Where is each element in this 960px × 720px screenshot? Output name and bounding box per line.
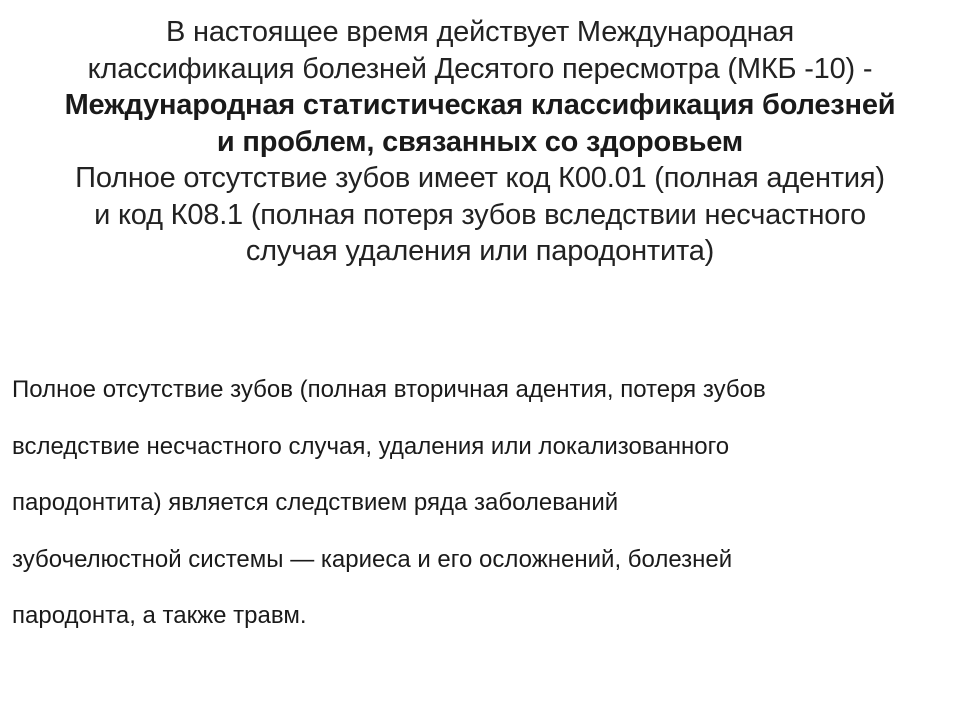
intro-line: В настоящее время действует Международная [166,16,794,48]
code-line: и код К08.1 (полная потеря зубов вследствии несчастного [94,198,866,231]
intro-block [0,14,960,270]
body-line: Полное отсутствие зубов (полная вторичная адентия, потеря зубов [12,376,766,403]
classification-title-line: и проблем, связанных со здоровьем [216,125,744,158]
code-line: случая удаления или пародонтита) [245,235,715,267]
code-line: Полное отсутствие зубов имеет код К00.01 (полная адентия) [75,162,885,194]
body-line: зубочелюстной системы — кариеса и его осложнений, болезней [12,545,733,573]
classification-title-line: Международная статистическая классификация болезней [64,89,896,121]
body-paragraph [12,362,942,645]
intro-line: классификация болезней Десятого пересмотра (МКБ -10) - [87,52,873,85]
body-line: пародонтита) является следствием ряда заболеваний [12,489,619,516]
body-line: пародонта, а также травм. [12,602,307,629]
body-line: вследствие несчастного случая, удаления или локализованного [12,432,730,460]
